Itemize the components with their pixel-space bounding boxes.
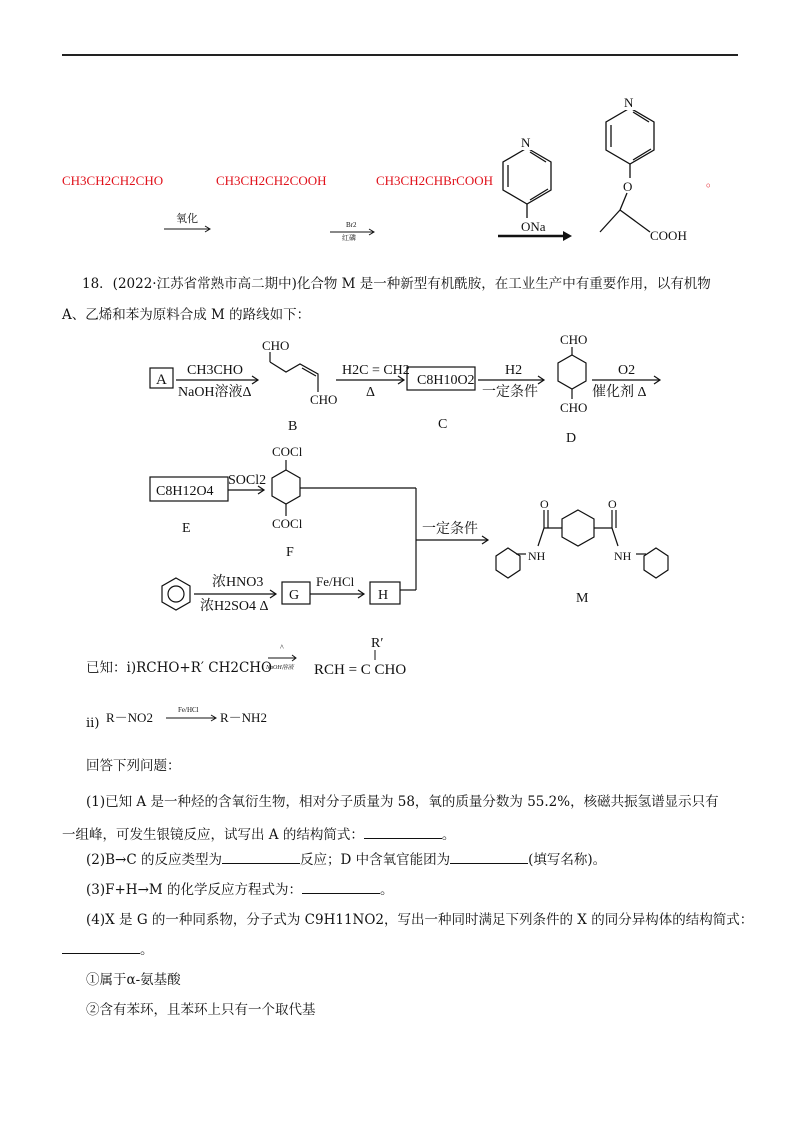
b-cho-top: CHO xyxy=(262,338,290,353)
known-i-label: 已知：i)RCHO+R′ CH2CHO xyxy=(86,660,273,676)
q2-answer-blank-1[interactable] xyxy=(222,851,300,864)
b-cho-bottom: CHO xyxy=(310,392,338,407)
known-i-reaction xyxy=(260,636,440,686)
product-pyridine-n: N xyxy=(624,95,634,110)
top-scheme-drawing xyxy=(0,0,800,260)
box-e-formula: C8H12O4 xyxy=(156,484,214,499)
answers-lead: 回答下列问题： xyxy=(86,758,181,774)
onna-label: ONa xyxy=(521,219,546,234)
reagent-conditions-2: 一定条件 xyxy=(422,522,478,537)
known-i-cond-top: ^ xyxy=(280,643,284,652)
d-cho-bottom: CHO xyxy=(560,400,588,415)
q2-text-a: (2)B→C 的反应类型为 xyxy=(86,852,222,868)
reagent-acetaldehyde: CH3CHO xyxy=(187,363,244,378)
reagent-hno3: 浓HNO3 xyxy=(212,575,264,590)
q2-text-b: 反应；D 中含氧官能团为 xyxy=(299,852,451,868)
q4-line1: (4)X 是 G 的一种同系物，分子式为 C9H11NO2，写出一种同时满足下列条件的 X 的同分异构体的结构简式： xyxy=(86,912,754,928)
box-g: G xyxy=(289,588,300,603)
known-ii-right: R－NH2 xyxy=(220,710,267,725)
red-end-mark: 。 xyxy=(706,175,719,189)
reagent-red-phosphorus: 红磷 xyxy=(342,234,356,242)
pyridine-onna-structure xyxy=(503,148,551,218)
q2 xyxy=(86,850,606,870)
reagent-conditions-1: 一定条件 xyxy=(482,385,538,400)
q1-end: 。 xyxy=(441,827,456,843)
reagent-catalyst: 催化剂 Δ xyxy=(592,385,647,400)
q1-line1: (1)已知 A 是一种烃的含氧衍生物，相对分子质量为 58，氧的质量分数为 55.2%，核磁共振氢谱显示只有 xyxy=(86,794,719,810)
q1-line2 xyxy=(62,825,455,845)
box-c-formula: C8H10O2 xyxy=(417,373,475,388)
known-ii-label: ii) xyxy=(86,716,100,731)
d-cho-top: CHO xyxy=(560,332,588,347)
f-cocl-bottom: COCl xyxy=(272,516,303,531)
m-nh-left: NH xyxy=(528,549,546,563)
product-cooh: COOH xyxy=(650,228,687,243)
product-ether-o: O xyxy=(623,179,633,194)
box-h: H xyxy=(378,588,389,603)
reagent-naoh: NaOH溶液Δ xyxy=(178,385,252,400)
label-b: B xyxy=(288,419,298,434)
known-i-product-r: R′ xyxy=(371,636,384,651)
reagent-br2: Br2 xyxy=(346,221,357,229)
reagent-h2: H2 xyxy=(505,363,523,378)
q3-answer-blank[interactable] xyxy=(302,881,380,894)
compound-butanal: CH3CH2CH2CHO xyxy=(62,173,164,188)
condition-1: ①属于α-氨基酸 xyxy=(86,972,181,988)
compound-butanoic-acid: CH3CH2CH2COOH xyxy=(216,173,327,188)
reagent-socl2: SOCl2 xyxy=(228,473,267,488)
q3-text: (3)F+H→M 的化学反应方程式为： xyxy=(86,882,302,898)
reagent-ethylene: H2C = CH2 xyxy=(342,363,410,378)
pyridine-n: N xyxy=(521,135,531,150)
reagent-h2so4: 浓H2SO4 Δ xyxy=(200,599,269,614)
reagent-oxidation: 氧化 xyxy=(176,213,198,225)
known-ii-reaction xyxy=(104,700,294,734)
q2-text-c: (填写名称)。 xyxy=(528,852,607,868)
known-ii-cond: Fe/HCl xyxy=(178,706,199,714)
q1-text: 一组峰，可发生银镜反应，试写出 A 的结构简式： xyxy=(62,827,364,843)
q4-end: 。 xyxy=(140,942,154,958)
m-o-right: O xyxy=(608,497,617,511)
label-m: M xyxy=(576,591,589,606)
reagent-fe-hcl: Fe/HCl xyxy=(316,574,355,589)
label-d: D xyxy=(566,431,577,446)
m-nh-right: NH xyxy=(614,549,632,563)
reagent-heat: Δ xyxy=(366,385,376,400)
condition-2: ②含有苯环，且苯环上只有一个取代基 xyxy=(86,1002,316,1018)
known-i-cond-bottom: NaOH溶液 xyxy=(266,665,294,671)
q3 xyxy=(86,880,394,900)
question-intro-line2: A、乙烯和苯为原料合成 M 的路线如下： xyxy=(62,307,311,323)
label-e: E xyxy=(182,521,191,536)
label-c: C xyxy=(438,417,448,432)
q4-line2 xyxy=(62,940,154,960)
product-structure xyxy=(600,108,654,232)
box-a: A xyxy=(156,372,167,388)
known-i-product: RCH = C CHO xyxy=(314,662,407,678)
q1-answer-blank[interactable] xyxy=(364,826,442,839)
synthesis-route xyxy=(0,320,800,620)
reagent-o2: O2 xyxy=(618,363,636,378)
m-o-left: O xyxy=(540,497,549,511)
q2-answer-blank-2[interactable] xyxy=(450,851,528,864)
label-f: F xyxy=(286,545,294,560)
q4-answer-blank[interactable] xyxy=(62,941,140,954)
known-ii-left: R－NO2 xyxy=(106,710,153,725)
q3-end: 。 xyxy=(380,882,394,898)
f-cocl-top: COCl xyxy=(272,444,303,459)
question-intro-line1: 18．(2022·江苏省常熟市高二期中)化合物 M 是一种新型有机酰胺，在工业生产中有重要作用，以有机物 xyxy=(82,276,711,292)
compound-bromobutanoic-acid: CH3CH2CHBrCOOH xyxy=(376,173,494,188)
